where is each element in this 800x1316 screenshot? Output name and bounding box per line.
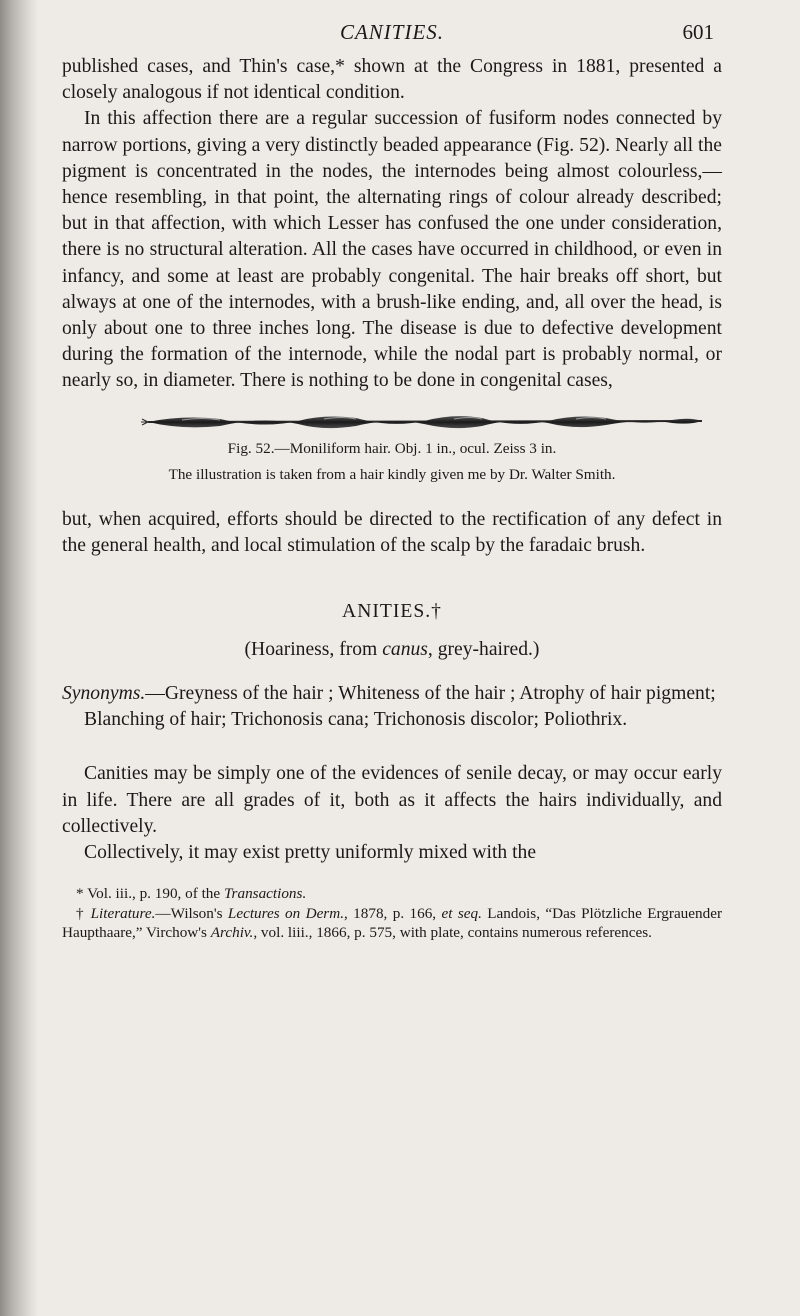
figure-caption-line-2: The illustration is taken from a hair kindly given me by Dr. Walter Smith. (168, 465, 616, 483)
paragraph-canities-intro: Canities may be simply one of the evidences of senile decay, or may occur early in life. There are all grades of it, both as it affects the hairs individually, and collectively. (62, 763, 722, 837)
paragraph-treatment: but, when acquired, efforts should be directed to the rectification of any defect in the general health, and local stimulation of the scalp by the faradaic brush. (62, 508, 722, 556)
footnote-2: † Literature.—Wilson's Lectures on Derm., 1878, p. 166, et seq. Landois, “Das Plötzliche Ergrauender Haupthaare,” Virchow's Archiv., vol. liii., 1866, p. 575, with plate, contains numerous references. (62, 904, 723, 942)
running-head (62, 20, 722, 54)
book-page (62, 20, 722, 943)
page-number: 601 (682, 20, 714, 44)
synonyms-label: Synonyms. (62, 683, 146, 705)
moniliform-hair-illustration (62, 409, 722, 435)
moniliform-hair-drawing (62, 409, 722, 435)
paragraph-collectively: Collectively, it may exist pretty uniformly mixed with the (84, 842, 537, 864)
binding-shadow (0, 0, 38, 1316)
paragraph-continuation: published cases, and Thin's case,* shown at the Congress in 1881, presented a closely analogous if not identical condition. (62, 56, 722, 104)
synonyms-text: —Greyness of the hair ; Whiteness of the hair ; Atrophy of hair pigment; Blanching of hair; Trichonosis cana; Trichonosis discolor; Poliothrix. (84, 683, 716, 731)
section-subheading: (Hoariness, from canus, grey-haired.) (244, 639, 540, 661)
section-heading: ANITIES.† (342, 601, 442, 623)
synonyms-list (62, 681, 722, 733)
figure-caption-line-1: Fig. 52.—Moniliform hair. Obj. 1 in., ocul. Zeiss 3 in. (227, 439, 557, 457)
running-head-title: CANITIES. (339, 20, 445, 44)
footnotes (62, 884, 722, 943)
paragraph-moniliform-description: In this affection there are a regular succession of fusiform nodes connected by narrow portions, giving a very distinctly beaded appearance (Fig. 52). Nearly all the pigment is concentrated in the nodes, the internodes being almost colourless,—hence resembling, in that point, the alternating rings of colour already described; but in that affection, with which Lesser has confused the one under consideration, there is no structural alteration. All the cases have occurred in childhood, or even in infancy, and some at least are probably congenital. The hair breaks off short, but always at one of the internodes, with a brush-like ending, and, all over the head, is only about one to three inches long. The disease is due to defective development during the formation of the internode, while the nodal part is probably normal, or nearly so, in diameter. There is nothing to be done in congenital cases, (62, 108, 722, 392)
footnote-1: * Vol. iii., p. 190, of the Transactions. (76, 885, 307, 903)
latin-term: canus (382, 639, 428, 661)
